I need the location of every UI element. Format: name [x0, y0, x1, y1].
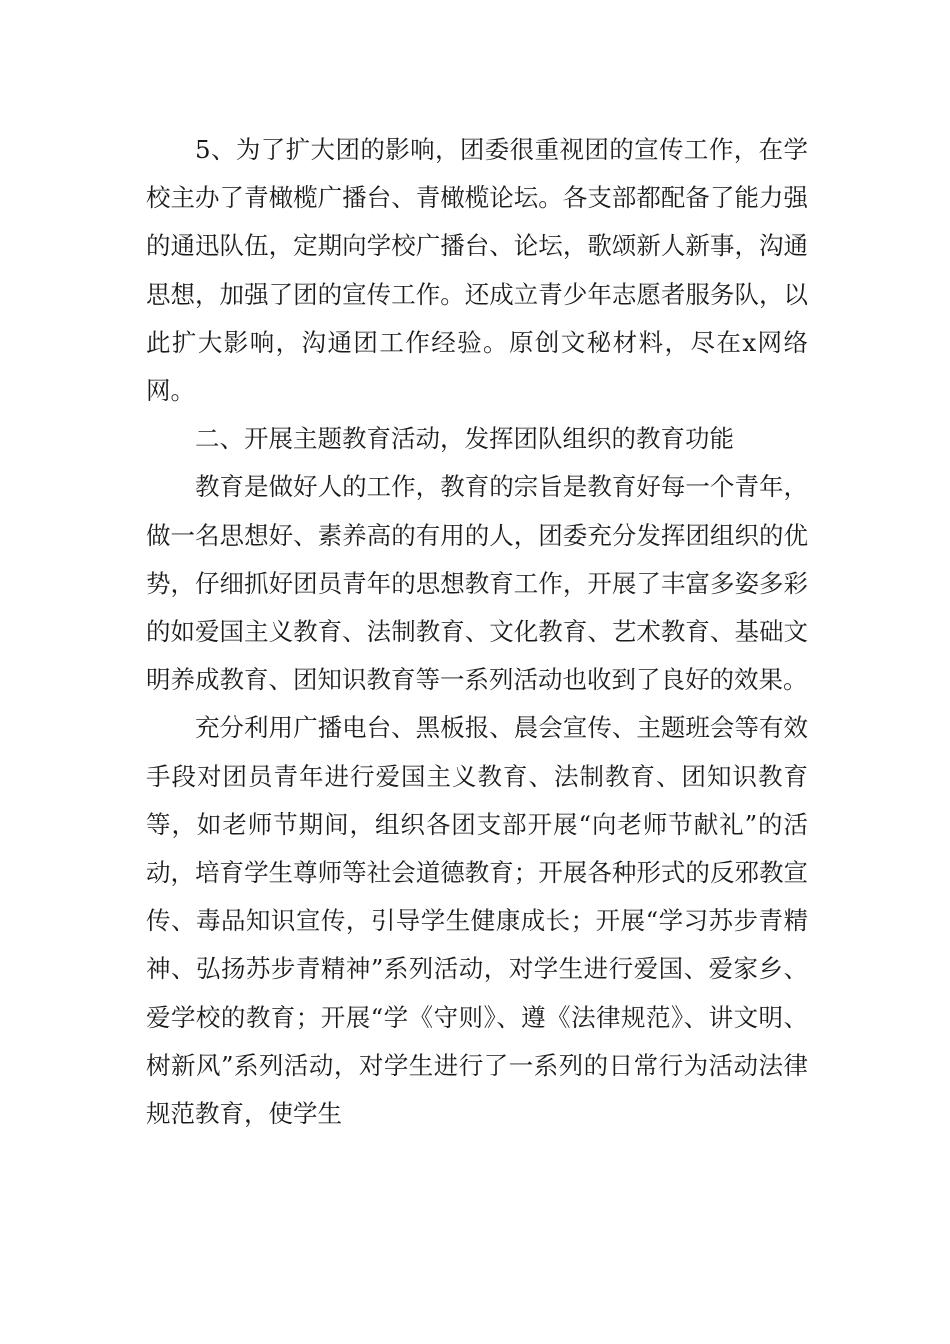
document-body — [146, 126, 808, 1138]
section-heading-theme-education: 二、开展主题教育活动，发挥团队组织的教育功能 — [195, 424, 734, 454]
paragraph-education-purpose: 教育是做好人的工作，教育的宗旨是教育好每一个青年，做一名思想好、素养高的有用的人，团委充分发挥团组织的优势，仔细抓好团员青年的思想教育工作，开展了丰富多姿多彩的如爱国主义教育、法制教育、文化教育、艺术教育、基础文明养成教育、团知识教育等一系列活动也收到了良好的效果。 — [146, 472, 808, 695]
paragraph-education-activities: 充分利用广播电台、黑板报、晨会宣传、主题班会等有效手段对团员青年进行爱国主义教育、法制教育、团知识教育等，如老师节期间，组织各团支部开展“向老师节献礼”的活动，培育学生尊师等社会道德教育；开展各种形式的反邪教宣传、毒品知识宣传，引导学生健康成长；开展“学习苏步青精神、弘扬苏步青精神”系列活动，对学生进行爱国、爱家乡、爱学校的教育；开展“学《守则》、遵《法律规范》、讲文明、树新风”系列活动，对学生进行了一系列的日常行为活动法律规范教育，使学生 — [146, 713, 808, 1129]
paragraph-publicity-work: 5、为了扩大团的影响，团委很重视团的宣传工作，在学校主办了青橄榄广播台、青橄榄论坛。各支部都配备了能力强的通迅队伍，定期向学校广播台、论坛，歌颂新人新事，沟通思想，加强了团的宣传工作。还成立青少年志愿者服务队，以此扩大影响，沟通团工作经验。原创文秘材料，尽在x网络网。 — [146, 135, 808, 406]
